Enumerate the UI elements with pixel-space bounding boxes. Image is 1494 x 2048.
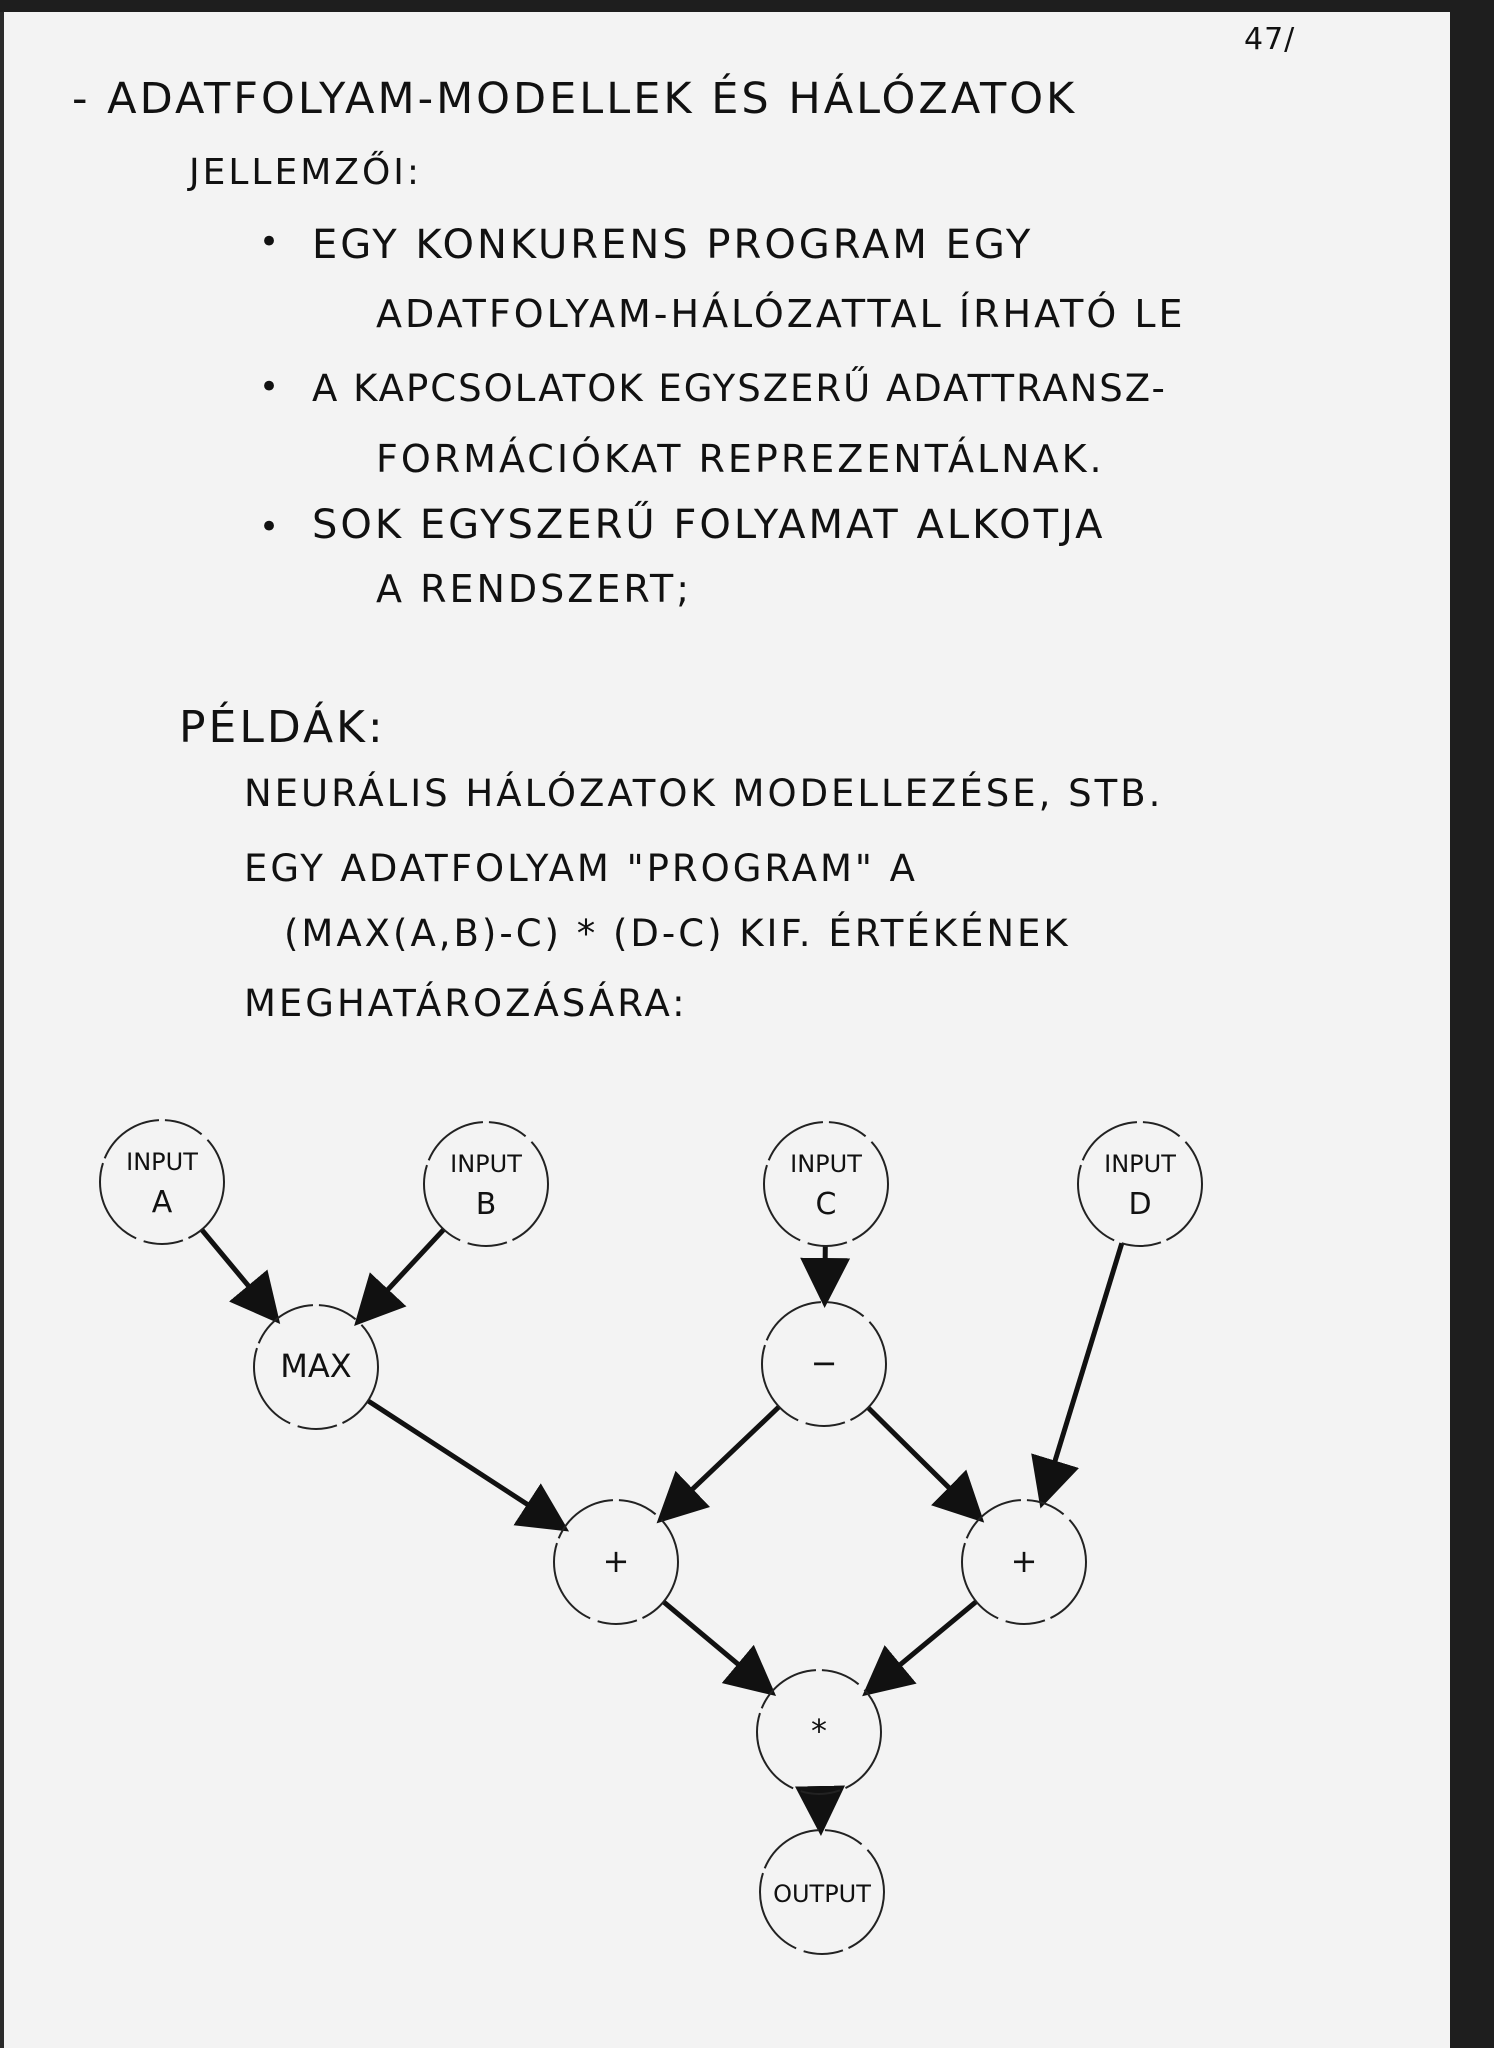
node-max [254, 1305, 378, 1429]
features-heading: JELLEMZŐI: [189, 152, 423, 193]
node-label: OUTPUT [773, 1880, 871, 1908]
examples-heading: PÉLDÁK: [179, 702, 386, 753]
bullet-icon: • [259, 222, 280, 262]
edge-input_a-to-max [202, 1230, 274, 1317]
example-line-4: MEGHATÁROZÁSÁRA: [244, 982, 688, 1025]
node-label: INPUT [126, 1148, 198, 1176]
node-circle [424, 1122, 548, 1246]
node-minus [762, 1302, 886, 1426]
node-label: INPUT [450, 1150, 522, 1178]
page-number: 47/ [1244, 22, 1296, 57]
example-line-2: EGY ADATFOLYAM "PROGRAM" A [244, 847, 918, 890]
node-sublabel: A [151, 1185, 173, 1220]
bullet-icon: • [259, 507, 280, 547]
feature-1-line-2: ADATFOLYAM-HÁLÓZATTAL ÍRHATÓ LE [376, 292, 1186, 336]
node-circle [764, 1122, 888, 1246]
feature-2-line-1: A KAPCSOLATOK EGYSZERŰ ADATTRANSZ- [312, 367, 1167, 410]
edge-max-to-plus_left [368, 1401, 561, 1526]
node-plus-right [962, 1500, 1086, 1624]
node-label: + [1010, 1542, 1038, 1580]
edge-plus_right-to-multiply [870, 1602, 976, 1690]
node-input-c [764, 1122, 888, 1246]
edge-input_d-to-plus_right [1043, 1243, 1121, 1499]
bullet-icon: • [259, 367, 280, 407]
node-label: * [811, 1712, 827, 1750]
node-multiply [757, 1670, 881, 1794]
node-sublabel: B [475, 1187, 497, 1222]
edge-input_c-to-minus [825, 1246, 826, 1298]
node-plus-left [554, 1500, 678, 1624]
node-label: MAX [280, 1347, 352, 1385]
node-input-b [424, 1122, 548, 1246]
node-circle [100, 1120, 224, 1244]
edge-plus_left-to-multiply [664, 1602, 769, 1690]
node-label: INPUT [790, 1150, 862, 1178]
dataflow-diagram [4, 1072, 1450, 1972]
edge-minus-to-plus_right [868, 1408, 977, 1516]
node-label: − [810, 1344, 838, 1382]
scanned-page [0, 12, 1450, 2048]
feature-2-line-2: FORMÁCIÓKAT REPREZENTÁLNAK. [376, 437, 1105, 481]
node-label: INPUT [1104, 1150, 1176, 1178]
feature-3-line-2: A RENDSZERT; [376, 567, 692, 611]
node-circle [1078, 1122, 1202, 1246]
feature-1-line-1: EGY KONKURENS PROGRAM EGY [312, 222, 1034, 268]
edge-multiply-to-output [820, 1794, 821, 1826]
node-sublabel: C [815, 1187, 837, 1222]
edge-minus-to-plus_left [664, 1407, 779, 1517]
example-line-3: (MAX(A,B)-C) * (D-C) KIF. ÉRTÉKÉNEK [284, 912, 1071, 955]
page-title: - ADATFOLYAM-MODELLEK ÉS HÁLÓZATOK [72, 74, 1078, 124]
node-label: + [602, 1542, 630, 1580]
edge-input_b-to-max [361, 1229, 444, 1318]
node-sublabel: D [1128, 1187, 1152, 1222]
feature-3-line-1: SOK EGYSZERŰ FOLYAMAT ALKOTJA [312, 502, 1106, 548]
node-input-a [100, 1120, 224, 1244]
node-output [760, 1830, 884, 1954]
node-input-d [1078, 1122, 1202, 1246]
example-line-1: NEURÁLIS HÁLÓZATOK MODELLEZÉSE, STB. [244, 772, 1164, 815]
